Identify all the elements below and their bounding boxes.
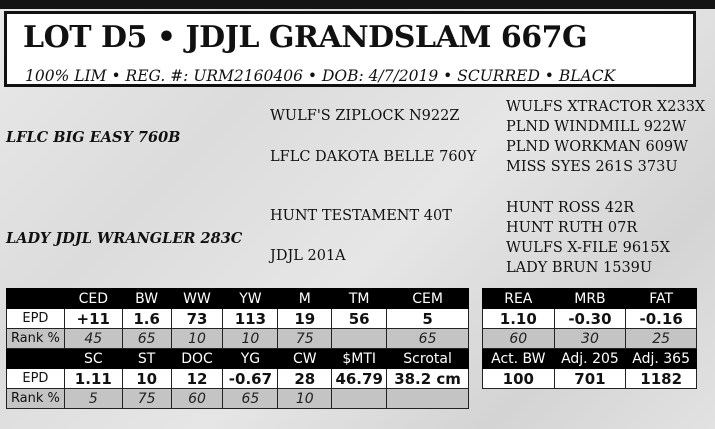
epd-value: 1.11 bbox=[64, 369, 122, 389]
epd-header: ST bbox=[122, 349, 171, 369]
sire-dam: LFLC DAKOTA BELLE 760Y bbox=[270, 149, 477, 165]
rank-row bbox=[7, 329, 469, 349]
weight-header-row bbox=[483, 349, 697, 369]
weight-header: Act. BW bbox=[483, 349, 555, 369]
animal-name: JDJL GRANDSLAM 667G bbox=[185, 20, 588, 55]
epd-value: 19 bbox=[278, 309, 332, 329]
epd-header: DOC bbox=[171, 349, 223, 369]
ancestor: WULFS X-FILE 9615X bbox=[506, 240, 670, 256]
epd-value: +11 bbox=[64, 309, 122, 329]
epd-header: YG bbox=[223, 349, 278, 369]
row-label: EPD bbox=[7, 309, 65, 329]
ancestor: PLND WINDMILL 922W bbox=[506, 119, 687, 135]
epd-value: 46.79 bbox=[332, 369, 387, 389]
rank-value: 10 bbox=[278, 389, 332, 409]
rank-value bbox=[332, 389, 387, 409]
epd-header: BW bbox=[122, 289, 171, 309]
epd-header: Scrotal bbox=[387, 349, 469, 369]
rank-value bbox=[387, 389, 469, 409]
rank-value: 60 bbox=[171, 389, 223, 409]
lot-number: LOT D5 bbox=[23, 20, 147, 55]
rank-value: 5 bbox=[64, 389, 122, 409]
row-label: Rank % bbox=[7, 389, 65, 409]
lot-details: 100% LIM • REG. #: URM2160406 • DOB: 4/7/2019 • SCURRED • BLACK bbox=[25, 67, 616, 85]
rank-value: 65 bbox=[387, 329, 469, 349]
dam-name: LADY JDJL WRANGLER 283C bbox=[6, 230, 243, 247]
epd-corner bbox=[7, 349, 65, 369]
epd-value: 113 bbox=[223, 309, 278, 329]
epd-header: M bbox=[278, 289, 332, 309]
title-bullet: • bbox=[156, 20, 176, 55]
epd-header: SC bbox=[64, 349, 122, 369]
weight-value: 100 bbox=[483, 369, 555, 389]
rank-value: 10 bbox=[171, 329, 223, 349]
ancestor: PLND WORKMAN 609W bbox=[506, 139, 689, 155]
epd-header: CED bbox=[64, 289, 122, 309]
epd-value: 5 bbox=[387, 309, 469, 329]
carcass-header: REA bbox=[483, 289, 555, 309]
sire-sire-ancestors bbox=[506, 97, 705, 177]
epd-value: 56 bbox=[332, 309, 387, 329]
carcass-header: FAT bbox=[626, 289, 697, 309]
rank-value: 65 bbox=[122, 329, 171, 349]
carcass-value: 1.10 bbox=[483, 309, 555, 329]
weight-value: 701 bbox=[554, 369, 626, 389]
epd-header: CW bbox=[278, 349, 332, 369]
epd-header: $MTI bbox=[332, 349, 387, 369]
rank-value: 60 bbox=[483, 329, 555, 349]
weight-header: Adj. 205 bbox=[554, 349, 626, 369]
epd-value: 12 bbox=[171, 369, 223, 389]
rank-value: 75 bbox=[122, 389, 171, 409]
epd-value: -0.67 bbox=[223, 369, 278, 389]
epd-corner bbox=[7, 289, 65, 309]
carcass-header: MRB bbox=[554, 289, 626, 309]
epd-header: TM bbox=[332, 289, 387, 309]
weight-value-row bbox=[483, 369, 697, 389]
rank-value: 30 bbox=[554, 329, 626, 349]
epd-header: YW bbox=[223, 289, 278, 309]
weight-value: 1182 bbox=[626, 369, 697, 389]
ancestor: WULFS XTRACTOR X233X bbox=[506, 99, 706, 115]
carcass-table bbox=[482, 288, 697, 389]
epd-header: WW bbox=[171, 289, 223, 309]
epd-value: 10 bbox=[122, 369, 171, 389]
rank-row bbox=[7, 389, 469, 409]
rank-value: 10 bbox=[223, 329, 278, 349]
rank-value bbox=[332, 329, 387, 349]
epd-value: 28 bbox=[278, 369, 332, 389]
lot-title bbox=[23, 20, 587, 55]
weight-header: Adj. 365 bbox=[626, 349, 697, 369]
ancestor: MISS SYES 261S 373U bbox=[506, 159, 678, 175]
epd-value: 73 bbox=[171, 309, 223, 329]
row-label: EPD bbox=[7, 369, 65, 389]
carcass-value-row bbox=[483, 309, 697, 329]
dam-sire: HUNT TESTAMENT 40T bbox=[270, 208, 452, 224]
epd-header: CEM bbox=[387, 289, 469, 309]
epd-value-row bbox=[7, 369, 469, 389]
carcass-value: -0.16 bbox=[626, 309, 697, 329]
ancestor: HUNT ROSS 42R bbox=[506, 200, 635, 216]
dam-ancestors bbox=[506, 198, 670, 278]
rank-value: 75 bbox=[278, 329, 332, 349]
epd-value: 1.6 bbox=[122, 309, 171, 329]
ancestor: LADY BRUN 1539U bbox=[506, 260, 653, 276]
epd-value-row bbox=[7, 309, 469, 329]
carcass-value: -0.30 bbox=[554, 309, 626, 329]
rank-value: 65 bbox=[223, 389, 278, 409]
epd-table bbox=[6, 288, 469, 409]
carcass-header-row bbox=[483, 289, 697, 309]
row-label: Rank % bbox=[7, 329, 65, 349]
carcass-rank-row bbox=[483, 329, 697, 349]
epd-header-row bbox=[7, 349, 469, 369]
rank-value: 25 bbox=[626, 329, 697, 349]
sire-name: LFLC BIG EASY 760B bbox=[6, 129, 181, 146]
epd-value: 38.2 cm bbox=[387, 369, 469, 389]
lot-header bbox=[4, 11, 696, 87]
top-bar bbox=[0, 0, 715, 9]
dam-dam: JDJL 201A bbox=[270, 248, 346, 264]
ancestor: HUNT RUTH 07R bbox=[506, 220, 638, 236]
rank-value: 45 bbox=[64, 329, 122, 349]
epd-header-row bbox=[7, 289, 469, 309]
sire-sire: WULF'S ZIPLOCK N922Z bbox=[270, 108, 460, 124]
